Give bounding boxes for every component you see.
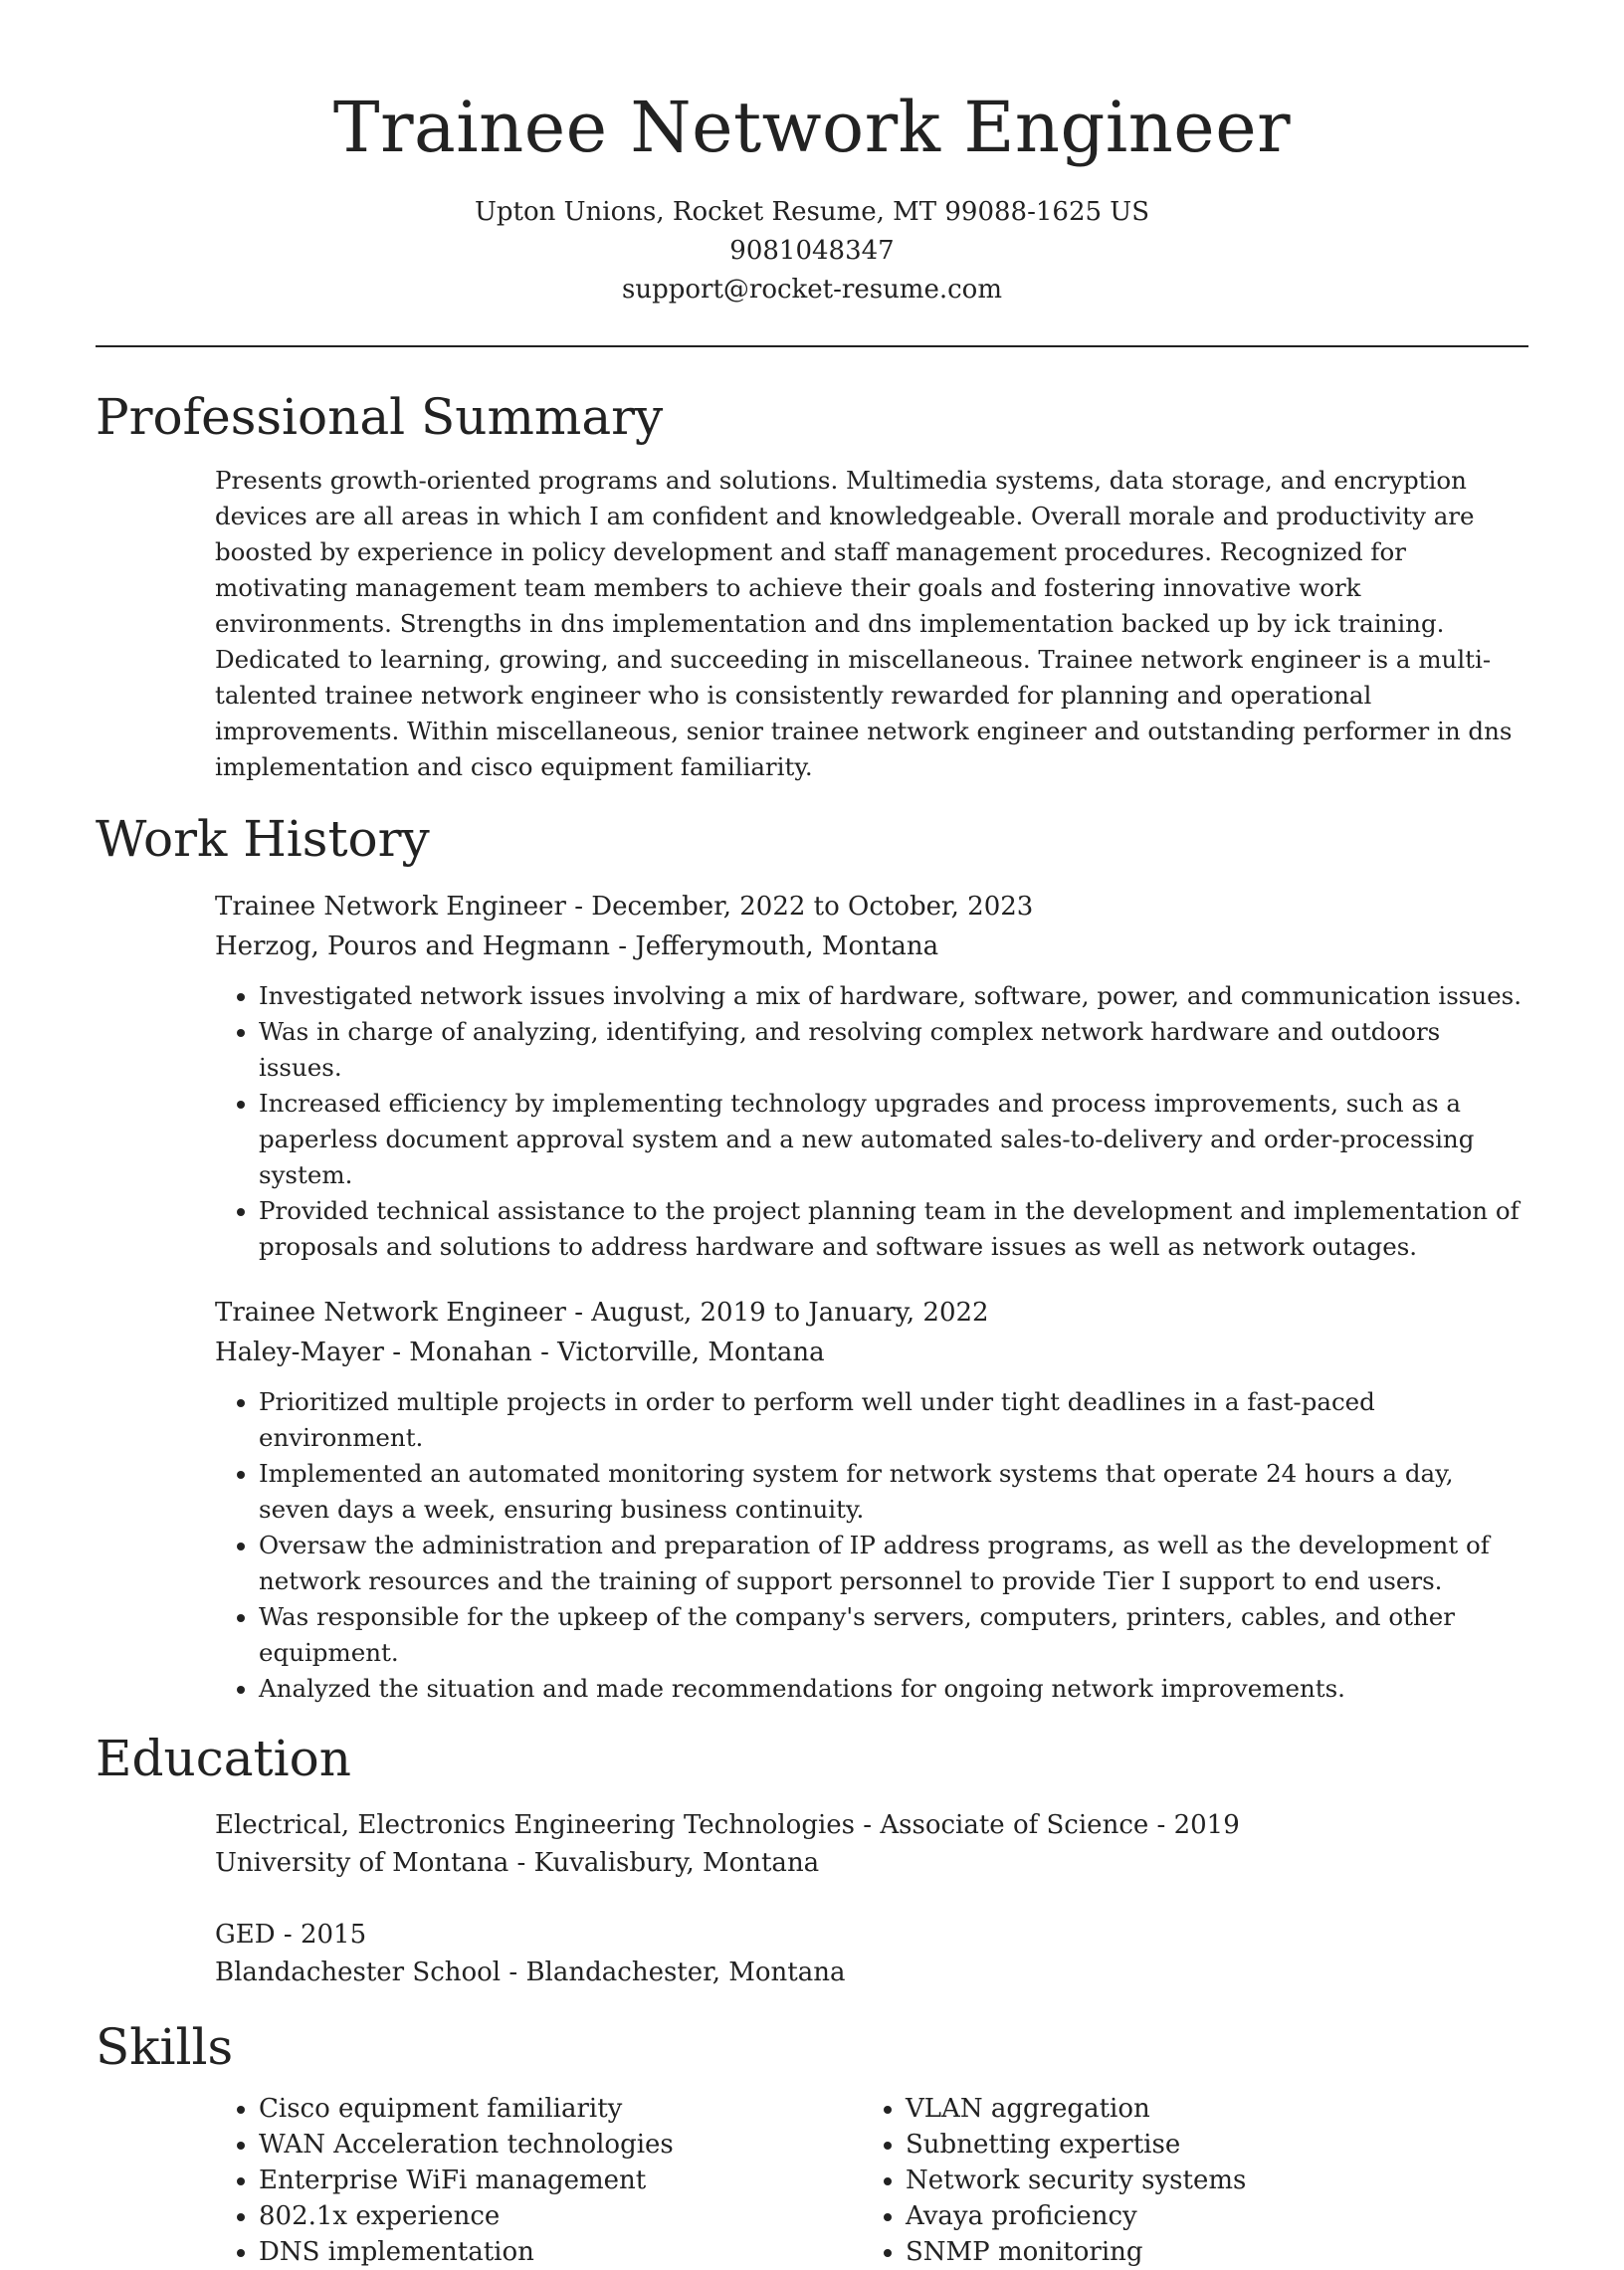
list-item: • Prioritized multiple projects in order to perform well under tight deadlines in a fast-paced environment. [259,1384,1528,1456]
list-item: • Network security systems [906,2163,1509,2198]
summary-title: Professional Summary [96,388,664,446]
education-title: Education [96,1730,351,1787]
job-company-line: Haley-Mayer - Monahan - Victorville, Montana [215,1338,825,1367]
education-entry [215,1806,1528,1882]
list-item: • Analyzed the situation and made recommendations for ongoing network improvements. [259,1671,1528,1707]
list-item: • Investigated network issues involving a mix of hardware, software, power, and communication issues. [259,978,1528,1014]
skills-grid [215,2079,1528,2270]
resume-header [0,0,1624,310]
education-location: Kuvalisbury, Montana [533,1848,820,1878]
contact-email: support@rocket-resume.com [621,275,1002,305]
job-title-line: Trainee Network Engineer - August, 2019 to January, 2022 [215,1298,989,1328]
education-school: University of Montana [215,1848,509,1878]
list-item: • SNMP monitoring [906,2234,1509,2270]
summary-body [215,463,1528,785]
list-item: • Cisco equipment familiarity [259,2091,862,2127]
job-bullets [215,978,1528,1265]
summary-text: Presents growth-oriented programs and solutions. Multimedia systems, data storage, and encryption devices are all areas in which I am confident and knowledgeable. Overall morale and productivity are boosted by experience in policy development and staff management procedures. Recognized for motivating management team members to achieve their goals and fostering innovative work environments. Strengths in dns implementation and dns implementation backed up by ick training. Dedicated to learning, growing, and succeeding in miscellaneous. Trainee network engineer is a multi-talented trainee network engineer who is consistently rewarded for planning and operational improvements. Within miscellaneous, senior trainee network engineer and outstanding performer in dns implementation and cisco equipment familiarity. [215,466,1513,781]
job-entry [215,887,1528,1265]
education-degree: Associate of Science [880,1810,1149,1840]
contact-info [0,193,1624,310]
education-year: 2015 [300,1920,367,1950]
education-school: Blandachester School [215,1958,502,1987]
work-history-section [0,807,1624,1707]
list-item: • DNS implementation [259,2234,862,2270]
skills-column-left [215,2079,862,2270]
list-item: • Was in charge of analyzing, identifying, and resolving complex network hardware and outdoors issues. [259,1014,1528,1086]
job-dates: August, 2019 to January, 2022 [591,1298,989,1328]
skills-section [0,2015,1624,2270]
job-entry [215,1293,1528,1707]
education-school-line: University of Montana - Kuvalisbury, Montana [215,1848,820,1878]
skills-title: Skills [96,2018,234,2076]
education-field: Electrical, Electronics Engineering Technologies [215,1810,856,1840]
list-item: • Oversaw the administration and preparation of IP address programs, as well as the development of network resources and the training of support personnel to provide Tier I support to end users. [259,1528,1528,1599]
list-item: • Increased efficiency by implementing technology upgrades and process improvements, such as a paperless document approval system and a new automated sales-to-delivery and order-processing system. [259,1086,1528,1193]
contact-phone: 9081048347 [729,236,895,266]
list-item: • VLAN aggregation [906,2091,1509,2127]
education-degree: GED [215,1920,276,1950]
education-section [0,1727,1624,1991]
job-company: Haley-Mayer - Monahan [215,1338,532,1367]
summary-section [0,385,1624,785]
header-divider [96,345,1528,347]
contact-address: Upton Unions, Rocket Resume, MT 99088-1625 US [474,197,1150,227]
skills-list [862,2091,1509,2270]
list-item: • Avaya proficiency [906,2198,1509,2234]
list-item: • Subnetting expertise [906,2127,1509,2163]
job-company: Herzog, Pouros and Hegmann [215,931,611,961]
skills-list [215,2091,862,2270]
education-degree-line: Electrical, Electronics Engineering Technologies - Associate of Science - 2019 [215,1810,1240,1840]
candidate-name: Trainee Network Engineer [332,87,1292,168]
job-title-line: Trainee Network Engineer - December, 2022 to October, 2023 [215,892,1034,922]
list-item: • Implemented an automated monitoring system for network systems that operate 24 hours a day, seven days a week, ensuring business continuity. [259,1456,1528,1528]
list-item: • Was responsible for the upkeep of the company's servers, computers, printers, cables, and other equipment. [259,1599,1528,1671]
list-item: • WAN Acceleration technologies [259,2127,862,2163]
list-item: • 802.1x experience [259,2198,862,2234]
skills-column-right [862,2079,1509,2270]
education-degree-line: GED - 2015 [215,1920,367,1950]
job-location: Jefferymouth, Montana [635,931,939,961]
job-location: Victorville, Montana [557,1338,825,1367]
education-school-line: Blandachester School - Blandachester, Montana [215,1958,846,1987]
work-history-title: Work History [96,810,430,868]
job-company-line: Herzog, Pouros and Hegmann - Jefferymouth, Montana [215,931,939,961]
list-item: • Enterprise WiFi management [259,2163,862,2198]
job-bullets [215,1384,1528,1707]
job-role: Trainee Network Engineer [215,1298,566,1328]
job-role: Trainee Network Engineer [215,892,566,922]
education-entry [215,1916,1528,1991]
job-dates: December, 2022 to October, 2023 [591,892,1034,922]
education-location: Blandachester, Montana [525,1958,846,1987]
list-item: • Provided technical assistance to the project planning team in the development and implementation of proposals and solutions to address hardware and software issues as well as network outages. [259,1193,1528,1265]
education-year: 2019 [1173,1810,1240,1840]
